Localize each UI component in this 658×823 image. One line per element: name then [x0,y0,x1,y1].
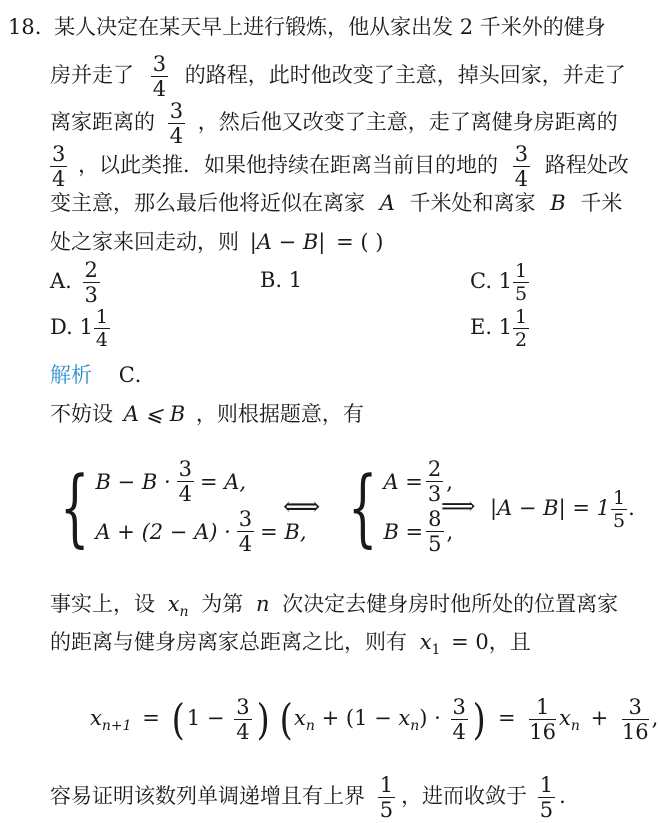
frac-den: 5 [613,509,626,532]
frac-num: 3 [452,694,466,719]
equation-system-1 [48,455,307,559]
sys1-row1-rhs: = A, [200,470,247,494]
right-paren: ) [256,694,270,744]
answer-blank: = ( ) [336,230,384,254]
fraction-3-4 [451,694,468,744]
frac-num: 3 [622,697,649,720]
solution-intro [50,400,364,428]
result-fraction [611,486,627,532]
sys2-row1-lhs: A = [383,470,423,494]
frac-num: 2 [427,457,442,481]
frac-den: 4 [95,328,108,351]
iff-symbol: ⟺ [283,492,321,522]
question-line-2 [50,50,626,100]
frac-den: 16 [621,719,649,744]
fraction-3-4 [50,141,67,191]
question-text-4b: 路程处改 [544,153,629,177]
sys2-row1-comma: , [446,470,453,494]
solution-heading-line [50,361,156,389]
option-a-label: A. [50,269,72,293]
rec-comma: , [651,706,658,730]
frac-num: 1 [379,772,394,797]
conclusion-line [50,771,566,821]
frac-num: 1 [613,486,626,509]
option-e-fraction [513,305,529,351]
fraction-3-4 [513,141,530,191]
rec-xn: x [398,706,411,730]
fraction-3-4 [234,694,251,744]
var-x1-sub: 1 [431,642,441,659]
rec-p1-text: 1 − [186,706,225,730]
rec-p2-close: ) · [419,706,441,730]
frac-num: 1 [539,772,554,797]
frac-num: 8 [428,507,442,531]
option-c-label: C. 1 [470,269,513,293]
var-x: x [167,592,180,616]
fact-line-1 [50,590,618,626]
fact-text-1c: 次决定去健身房时他所处的位置离家 [282,592,619,616]
question-line-5 [50,189,622,217]
result-expression [490,483,635,533]
conclusion-text-a: 容易证明该数列单调递增且有上界 [50,784,365,808]
sys1-row2-lhs: A + (2 − A) · [95,520,231,544]
plus-sign: + [590,706,609,730]
frac-den: 4 [152,76,167,101]
frac-den: 4 [52,166,66,191]
fraction-1-5 [538,772,555,822]
fraction-3-4 [237,509,254,555]
question-text-6a: 处之家来回走动，则 [50,230,239,254]
question-line-4 [50,140,629,190]
option-e-label: E. 1 [470,315,513,339]
frac-den: 3 [84,282,98,307]
sys1-row2-rhs: = B, [260,520,307,544]
frac-num: 3 [178,457,192,481]
question-text-5a: 变主意，那么最后他将近似在离家 [50,191,365,215]
option-c-fraction [513,259,529,305]
conclusion-period: . [559,784,566,808]
question-text-1: 某人决定在某天早上进行锻炼，他从家出发 2 千米外的健身 [54,15,606,39]
left-paren: ( [279,694,293,744]
frac-num: 3 [52,141,66,166]
sys2-row2-lhs: B = [383,520,424,544]
rec-lhs: x [90,706,102,730]
frac-num: 2 [84,257,98,282]
frac-den: 5 [515,282,528,305]
system-1-row-1 [95,457,306,507]
question-text-2a: 房并走了 [50,63,134,87]
frac-den: 4 [169,123,184,148]
sys2-row2-comma: , [446,520,454,544]
question-text-5c: 千米 [580,191,623,215]
frac-den: 5 [379,797,394,822]
var-x1: x [419,630,432,654]
frac-den: 5 [539,797,554,822]
var-n: n [255,592,270,616]
fact-text-2b: = 0，且 [451,630,531,654]
fraction-3-4 [177,459,194,505]
rec-xn: x [294,706,306,730]
left-brace: { [60,458,90,556]
fraction-1-5 [378,772,395,822]
option-d-fraction [94,305,110,351]
frac-num: 3 [238,507,253,531]
frac-num: 3 [152,51,167,76]
question-text-4a: ，以此类推．如果他持续在距离当前目的地的 [78,153,499,177]
question-text-2b: 的路程，此时他改变了主意，掉头回家，并走了 [184,63,626,87]
intro-text-b: ，则根据题意，有 [195,402,364,426]
left-paren: ( [172,694,186,744]
abs-expression: |A − B| [249,230,326,254]
frac-den: 4 [514,166,529,191]
rec-xn-sub: n [410,718,420,735]
var-x-sub: n [179,604,189,621]
option-b [260,266,302,294]
frac-num: 1 [529,697,556,720]
fact-text-2a: 的距离与健身房离家总距离之比，则有 [50,630,407,654]
intro-condition: A ⩽ B [123,402,186,426]
question-text-3b: ，然后他又改变了主意，走了离健身房距离的 [197,110,618,134]
result-lhs: |A − B| = 1 [490,496,611,520]
fraction-3-4 [151,51,168,101]
equals-sign: = [497,706,516,730]
question-text-5b: 千米处和离家 [409,191,536,215]
frac-den: 4 [236,719,250,744]
option-a-fraction [83,257,100,307]
implies-symbol: ⟹ [441,492,476,520]
question-number: 18. [8,15,42,39]
rec-p2-text: + (1 − [321,706,392,730]
frac-den: 2 [515,328,528,351]
right-paren: ) [472,694,486,744]
fact-text-1a: 事实上，设 [50,592,155,616]
rec-lhs-sub: n+1 [101,718,132,735]
intro-text-a: 不妨设 [50,402,113,426]
option-a [50,256,103,306]
frac-num: 1 [515,259,528,282]
rec-xn: x [559,706,571,730]
option-d-label: D. 1 [50,315,93,339]
frac-num: 1 [515,305,528,328]
option-d [50,302,113,352]
frac-den: 4 [178,482,192,506]
solution-answer: C． [118,363,156,387]
frac-den: 3 [427,482,442,506]
frac-den: 5 [428,532,442,556]
solution-heading: 解析 [50,363,92,387]
system-1-row-2 [95,507,306,557]
fraction-3-16 [621,694,649,744]
frac-num: 3 [169,98,184,123]
frac-den: 4 [452,719,466,744]
frac-num: 3 [514,141,529,166]
recurrence-equation [90,690,658,754]
option-b-label: B. 1 [260,268,303,292]
left-brace: { [348,458,378,556]
option-e [470,302,532,352]
fact-text-1b: 为第 [201,592,244,616]
var-b: B [550,191,566,215]
equals-sign: = [142,706,160,730]
question-line-1 [8,13,606,41]
system-1-rows [95,457,306,557]
question-text-3a: 离家距离的 [50,110,155,134]
var-a: A [379,191,395,215]
rec-xn-sub: n [305,718,315,735]
frac-num: 1 [95,305,108,328]
fraction-1-16 [529,694,556,744]
rec-xn-sub: n [570,718,580,735]
option-c [470,256,532,306]
fact-line-2 [50,628,531,664]
question-line-6 [50,228,383,256]
frac-den: 4 [238,532,253,556]
equation-system-2 [336,455,453,559]
result-period: . [628,496,635,520]
frac-den: 16 [529,719,556,744]
conclusion-text-b: ，进而收敛于 [401,784,528,808]
frac-num: 3 [236,694,250,719]
sys1-row1-lhs: B − B · [95,470,171,494]
